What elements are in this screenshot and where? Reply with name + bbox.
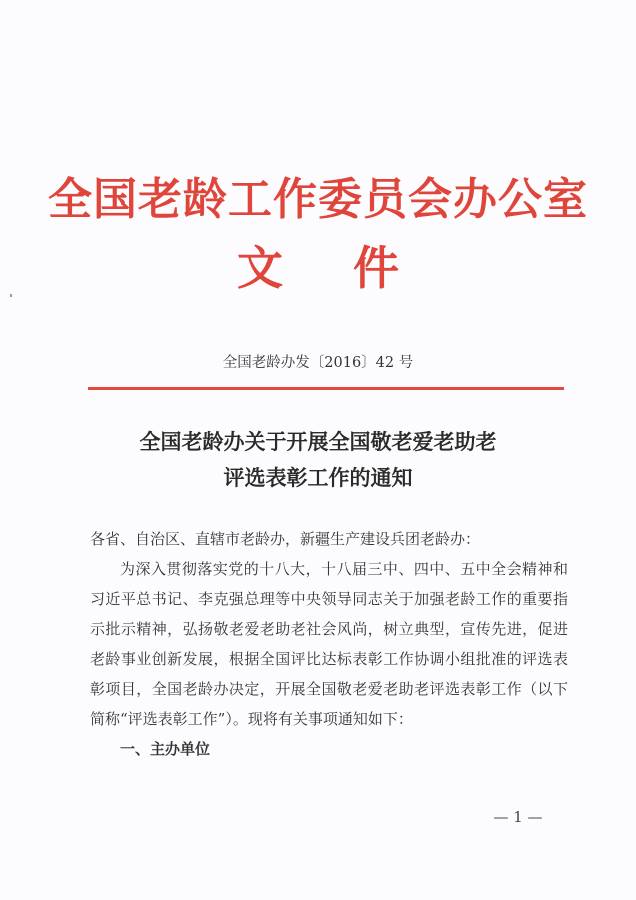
document-number: 全国老龄办发〔2016〕42 号 xyxy=(222,355,414,371)
document-body xyxy=(90,524,568,764)
document-word-header: 文件 xyxy=(237,241,469,295)
title-line-2: 评选表彰工作的通知 xyxy=(223,465,413,490)
salutation: 各省、自治区、直辖市老龄办，新疆生产建设兵团老龄办： xyxy=(90,530,481,548)
red-divider-line xyxy=(88,387,564,390)
body-paragraph-1: 为深入贯彻落实党的十八大，十八届三中、四中、五中全会精神和习近平总书记、李克强总理等中央领导同志关于加强老龄工作的重要指示批示精神，弘扬敬老爱老助老社会风尚，树立典型，宣传先进，促进老龄事业创新发展，根据全国评比达标表彰工作协调小组批准的评选表彰项目，全国老龄办决定，开展全国敬老爱老助老评选表彰工作（以下简称“评选表彰工作”）。现将有关事项通知如下： xyxy=(90,560,568,728)
section-heading-1: 一、主办单位 xyxy=(120,740,211,758)
issuing-agency-header: 全国老龄工作委员会办公室 xyxy=(48,174,588,225)
title-line-1: 全国老龄办关于开展全国敬老爱老助老 xyxy=(139,429,497,454)
document-title xyxy=(0,424,636,496)
page-number: — 1 — xyxy=(493,808,543,826)
